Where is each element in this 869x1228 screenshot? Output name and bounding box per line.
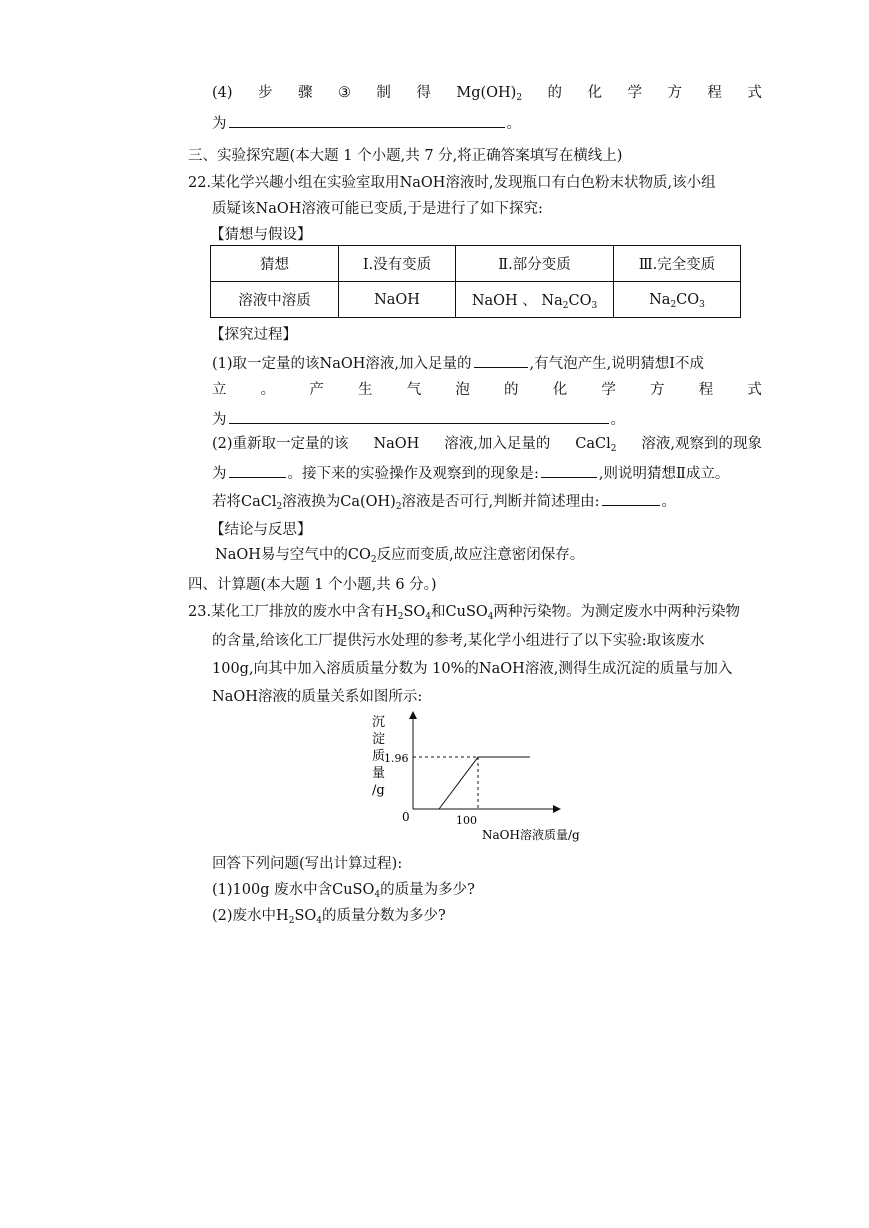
q22-step1-line2: 立 。 产 生 气 泡 的 化 学 方 程 式: [212, 382, 762, 398]
table-cell: Ⅲ.完全变质: [614, 246, 741, 282]
q22-line1: 22.某化学兴趣小组在实验室取用NaOH溶液时,发现瓶口有白色粉末状物质,该小组: [188, 175, 716, 191]
hypothesis-heading: 【猜想与假设】: [210, 227, 312, 243]
answer-intro: 回答下列问题(写出计算过程):: [212, 856, 403, 872]
x-axis-label: NaOH溶液质量/g: [482, 828, 580, 842]
answer-blank-phenomenon[interactable]: [229, 462, 286, 478]
q21-4-line2: 为 。: [212, 112, 521, 134]
q22-line2: 质疑该NaOH溶液可能已变质,于是进行了如下探究:: [212, 201, 543, 217]
y-axis-label-char: /g: [372, 783, 385, 798]
process-heading: 【探究过程】: [210, 327, 297, 343]
table-cell: Ⅰ.没有变质: [339, 246, 456, 282]
answer-blank-equation[interactable]: [229, 112, 505, 128]
mg-oh2-formula: $Mg(OH)_2$: [456, 85, 523, 103]
table-cell: NaOH 、 $Na_2CO_3$: [456, 282, 614, 318]
conclusion-text: NaOH易与空气中的$CO_2$反应而变质,故应注意密闭保存。: [215, 547, 585, 565]
q23-line3: 100g,向其中加入溶质质量分数为 10%的NaOH溶液,测得生成沉淀的质量与加入: [212, 661, 733, 677]
answer-blank-reason[interactable]: [602, 490, 660, 506]
table-cell: NaOH: [339, 282, 456, 318]
y-axis-label-char: 量: [372, 766, 386, 781]
q23-line2: 的含量,给该化工厂提供污水处理的参考,某化学小组进行了以下实验:取该废水: [212, 633, 705, 649]
q21-4-line1: (4) 步 骤 ③ 制 得 $Mg(OH)_2$ 的 化 学 方 程 式: [212, 85, 762, 103]
y-axis-label-char: 沉: [372, 715, 386, 730]
table-cell: 溶液中溶质: [211, 282, 339, 318]
question-2: (2)废水中$H_2SO_4$的质量分数为多少?: [212, 908, 446, 926]
q23-line1: 23.某化工厂排放的废水中含有$H_2SO_4$和CuSO$_4$两种污染物。为测定废水中两种污染物: [188, 604, 741, 622]
q22-step2-line1: (2)重新取一定量的该 NaOH 溶液,加入足量的 CaCl$_2$ 溶液,观察到的现象: [212, 436, 762, 454]
conclusion-heading: 【结论与反思】: [210, 522, 312, 538]
x-tick-label: 100: [456, 814, 477, 827]
origin-label: 0: [402, 810, 410, 824]
hypothesis-table: [210, 245, 741, 318]
section4-title: 四、计算题(本大题 1 个小题,共 6 分。): [188, 577, 437, 593]
table-cell: $Na_2CO_3$: [614, 282, 741, 318]
table-cell: Ⅱ.部分变质: [456, 246, 614, 282]
q22-step2-line2: 为 。接下来的实验操作及观察到的现象是: ,则说明猜想Ⅱ成立。: [212, 462, 729, 484]
q22-step1-line3: 为 。: [212, 408, 625, 430]
answer-blank-reagent[interactable]: [474, 352, 528, 368]
y-tick-label: 1.96: [384, 752, 409, 765]
answer-blank-operation[interactable]: [541, 462, 597, 478]
table-row: [211, 282, 741, 318]
table-cell: 猜想: [211, 246, 339, 282]
answer-blank-gas-equation[interactable]: [229, 408, 609, 424]
y-axis-label-char: 淀: [372, 732, 386, 747]
section3-title: 三、实验探究题(本大题 1 个小题,共 7 分,将正确答案填写在横线上): [188, 148, 623, 164]
question-1: (1)100g 废水中含CuSO$_4$的质量为多少?: [212, 882, 475, 900]
q23-line4: NaOH溶液的质量关系如图所示:: [212, 689, 423, 705]
q22-step2-line3: 若将CaCl$_2$溶液换为$Ca(OH)_2$溶液是否可行,判断并简述理由: 。: [212, 490, 676, 512]
q22-step1-line1: (1)取一定量的该NaOH溶液,加入足量的 ,有气泡产生,说明猜想Ⅰ不成: [212, 352, 704, 374]
series-line: [439, 757, 530, 809]
table-row: [211, 246, 741, 282]
y-axis-label-char: 质: [372, 749, 386, 764]
precipitate-chart: [360, 706, 600, 848]
